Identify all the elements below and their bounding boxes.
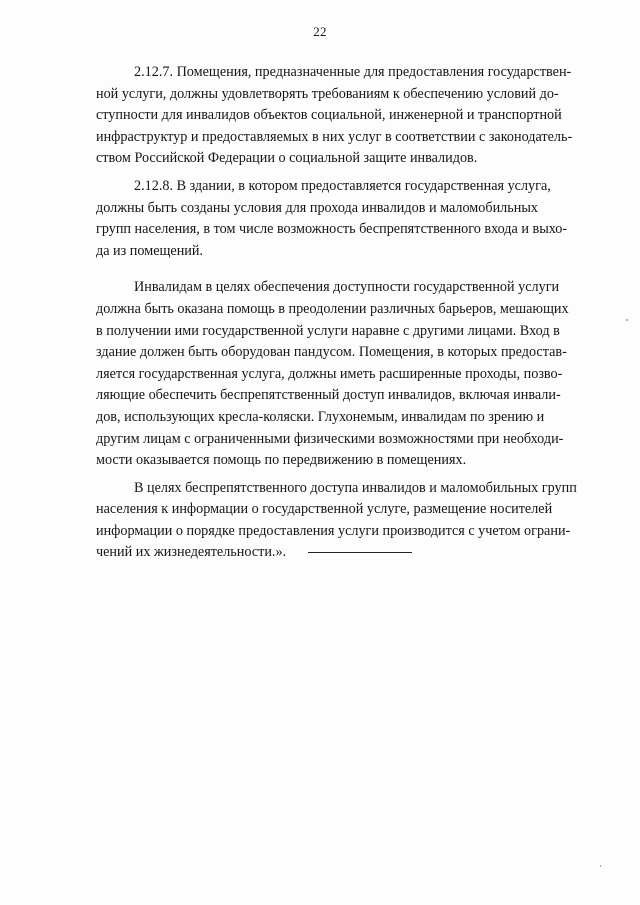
paragraph-information-access: В целях беспрепятственного доступа инвалидов и маломобильных групп населения к информации о государственной услуге, размещение носителей информации о порядке предоставления услуги производится с учетом ограни- чений их жизнедеятельности.». — [96, 479, 577, 561]
scan-speck — [600, 865, 601, 867]
scan-speck — [626, 319, 628, 321]
closing-divider — [308, 552, 412, 553]
paragraph-2-12-7: 2.12.7. Помещения, предназначенные для предоставления государствен- ной услуги, должны удовлетворять требованиям к обеспечению условий до- ступности для инвалидов объектов социальной, инженерной и транспортной инфраструктур и предоставляемых в них услуг в соответствии с законодатель- ством Российской Федерации о социальной защите инвалидов. — [96, 64, 573, 167]
paragraph-disabled-assistance: Инвалидам в целях обеспечения доступности государственной услуги должна быть оказана помощь в преодолении различных барьеров, мешающих в получении ими государственной услуги наравне с другими лицами. Вход в здание должен быть оборудован пандусом. Помещения, в которых предостав- ляется государственная услуга, должны иметь расширенные проходы, позво- ляющие обеспечить беспрепятственный доступ инвалидов, включая инвали- дов, использующих кресла-коляски. Глухонемым, инвалидам по зрению и другим лицам с ограниченными физическими возможностями при необходи- мости оказывается помощь по передвижению в помещениях. — [96, 279, 569, 469]
document-body — [96, 62, 607, 564]
paragraph-2-12-8: 2.12.8. В здании, в котором предоставляется государственная услуга, должны быть созданы условия для прохода инвалидов и маломобильных групп населения, в том числе возможность беспрепятственного входа и выхо- да из помещений. — [96, 177, 568, 259]
page-number: 22 — [313, 24, 327, 39]
